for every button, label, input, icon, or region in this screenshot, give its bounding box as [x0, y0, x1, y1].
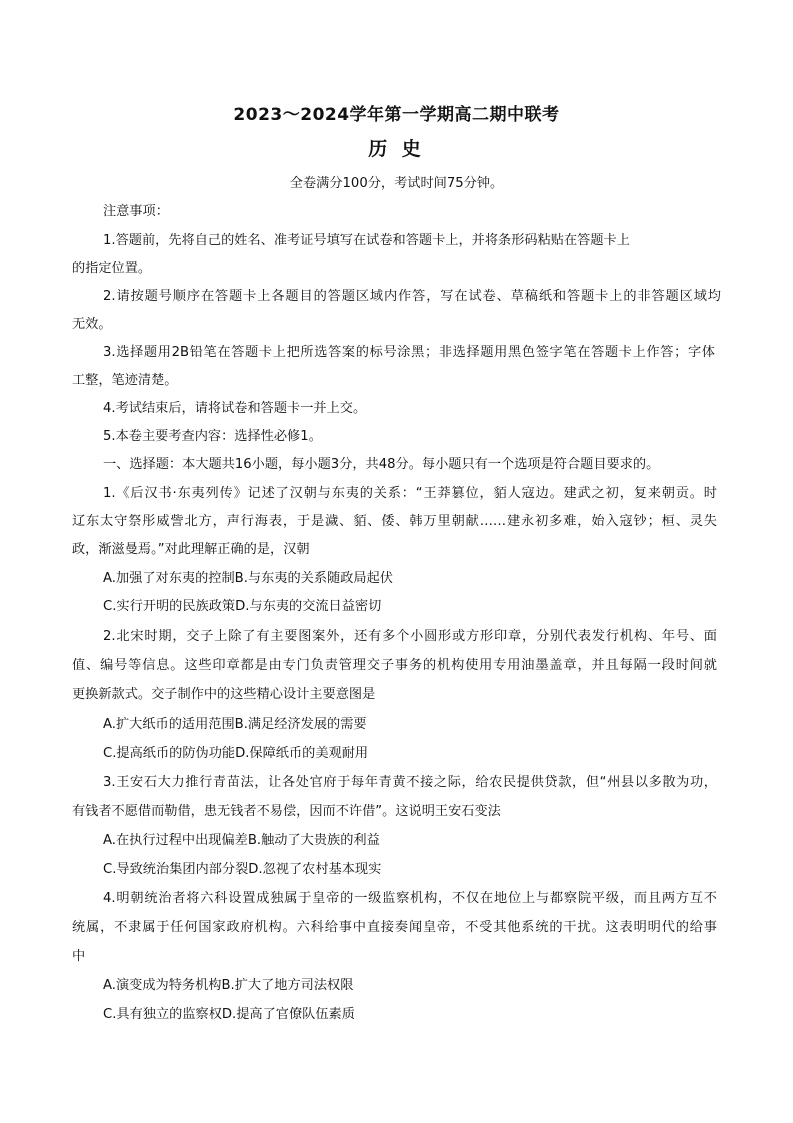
question-2-line-1: 2.北宋时期，交子上除了有主要图案外，还有多个小圆形或方形印章，分别代表发行机构、年号、面: [103, 629, 717, 644]
question-3-options-cd: C.导致统治集团内部分裂D.忽视了农村基本现实: [103, 862, 382, 877]
section-heading: 一、选择题：本大题共16小题，每小题3分，共48分。每小题只有一个选项是符合题目要求的。: [103, 457, 660, 472]
question-4-line-3: 中: [72, 949, 86, 964]
notice-item-5: 5.本卷主要考查内容：选择性必修1。: [103, 429, 322, 444]
notice-item-4: 4.考试结束后，请将试卷和答题卡一并上交。: [103, 401, 367, 416]
question-4-line-2: 统属，不隶属于任何国家政府机构。六科给事中直接奏闻皇帝，不受其他系统的干扰。这表明明代的给事: [72, 920, 717, 935]
notice-item-2: 2.请按题号顺序在答题卡上各题目的答题区域内作答，写在试卷、草稿纸和答题卡上的非答题区域均: [103, 289, 721, 304]
question-2-line-2: 值、编号等信息。这些印章都是由专门负责管理交子事务的机构使用专用油墨盖章，并且每隔一段时间就: [72, 658, 717, 673]
question-1-options-cd: C.实行开明的民族政策D.与东夷的交流日益密切: [103, 599, 382, 614]
question-2-line-3: 更换新款式。交子制作中的这些精心设计主要意图是: [72, 687, 376, 702]
question-3-line-1: 3.王安石大力推行青苗法，让各处官府于每年青黄不接之际，给农民提供贷款，但“州县以多散为功，: [103, 775, 717, 790]
exam-info: 全卷满分100分，考试时间75分钟。: [289, 176, 504, 191]
notice-item-3-cont: 工整，笔迹清楚。: [72, 373, 178, 388]
exam-title: 2023～2024学年第一学期高二期中联考: [233, 105, 560, 125]
question-3-options-ab: A.在执行过程中出现偏差B.触动了大贵族的利益: [103, 833, 380, 848]
notice-item-3: 3.选择题用2B铅笔在答题卡上把所选答案的标号涂黑；非选择题用黑色签字笔在答题卡上作答；字体: [103, 345, 715, 360]
notice-item-1-cont: 的指定位置。: [72, 261, 152, 276]
question-2-options-ab: A.扩大纸币的适用范围B.满足经济发展的需要: [103, 717, 367, 732]
question-2-options-cd: C.提高纸币的防伪功能D.保障纸币的美观耐用: [103, 746, 369, 761]
notice-item-2-cont: 无效。: [72, 317, 112, 332]
notice-item-1: 1.答题前，先将自己的姓名、准考证号填写在试卷和答题卡上，并将条形码粘贴在答题卡上: [103, 233, 630, 248]
notice-heading: 注意事项：: [103, 204, 169, 219]
question-1-line-1: 1.《后汉书·东夷列传》记述了汉朝与东夷的关系：“王莽篡位，貊人寇边。建武之初，复来朝贡。时: [103, 486, 717, 501]
question-3-line-2: 有钱者不愿借而勒借，患无钱者不易偿，因而不许借”。这说明王安石变法: [72, 804, 501, 819]
subject-title: 历 史: [368, 138, 425, 160]
question-4-line-1: 4.明朝统治者将六科设置成独属于皇帝的一级监察机构，不仅在地位上与都察院平级，而且两方互不: [103, 891, 717, 906]
question-1-line-2: 辽东太守祭彤威訾北方，声行海表，于是濊、貊、倭、韩万里朝献……建永初多难，始入寇钞；桓、灵失: [72, 514, 717, 529]
question-1-line-3: 政，渐滋曼焉。”对此理解正确的是，汉朝: [72, 542, 310, 557]
question-4-options-cd: C.具有独立的监察权D.提高了官僚队伍素质: [103, 1007, 355, 1022]
question-1-options-ab: A.加强了对东夷的控制B.与东夷的关系随政局起伏: [103, 571, 393, 586]
question-4-options-ab: A.演变成为特务机构B.扩大了地方司法权限: [103, 978, 354, 993]
